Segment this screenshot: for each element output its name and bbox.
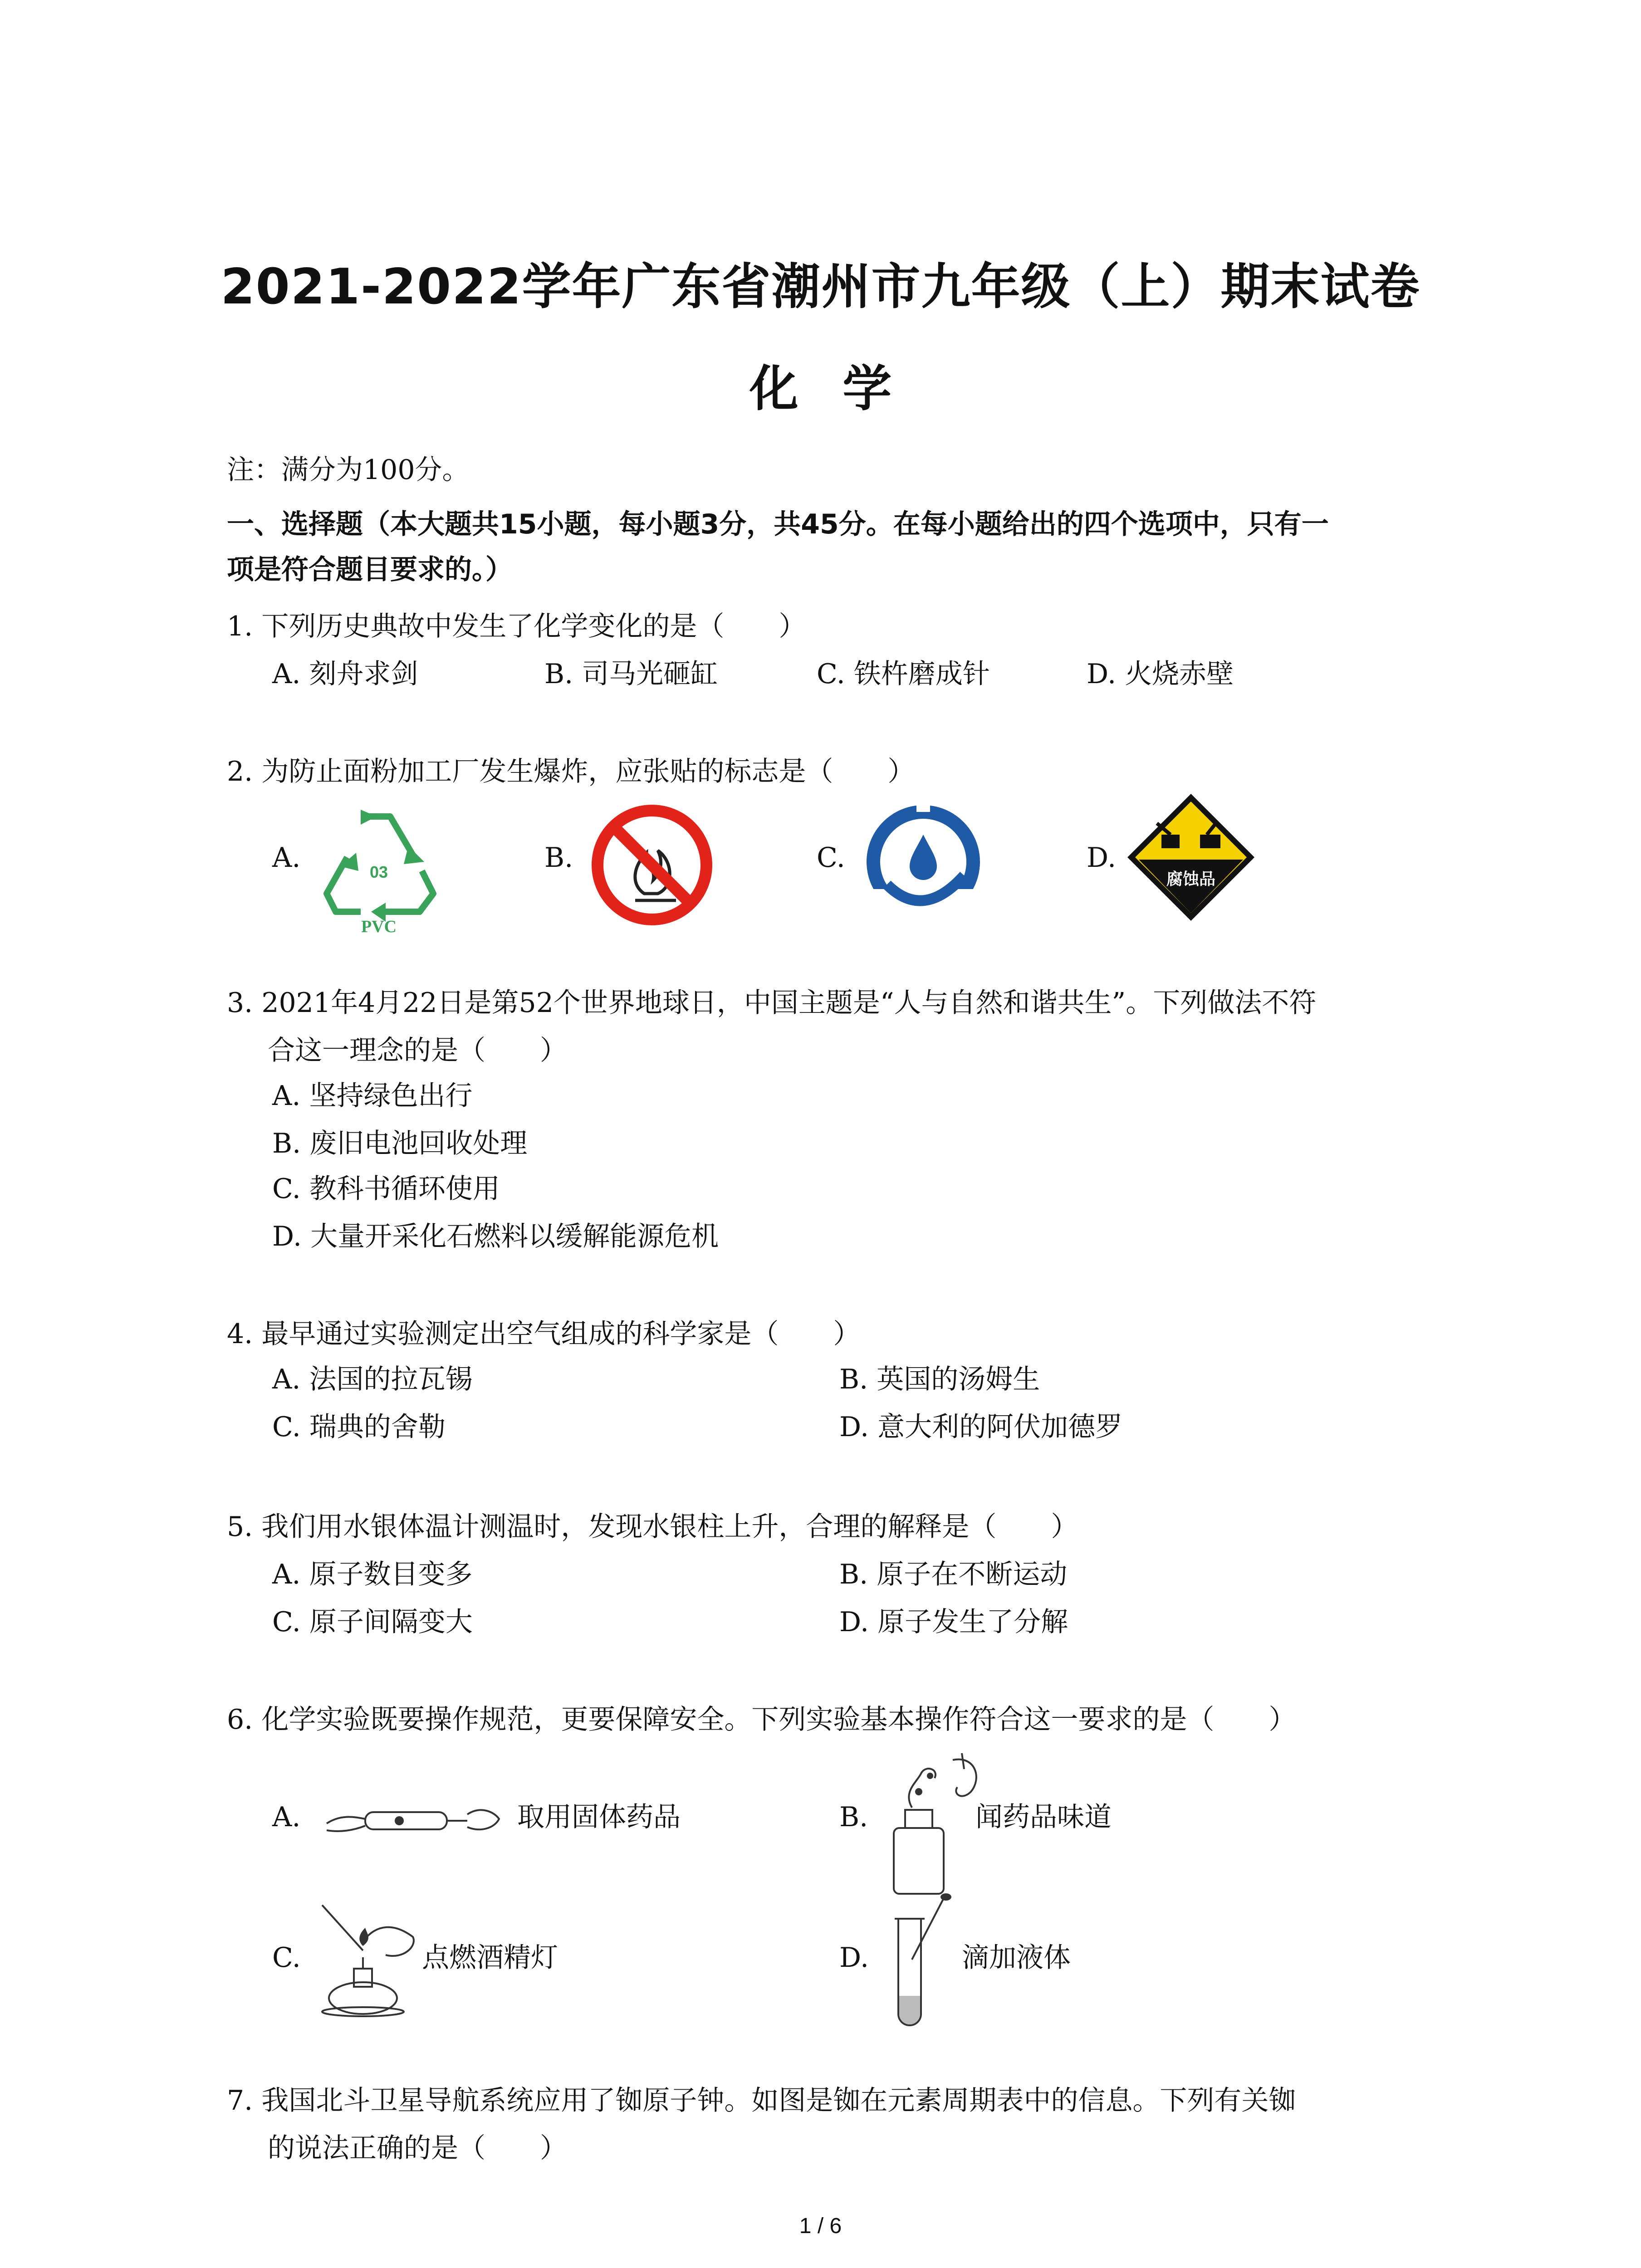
no-open-flame-icon xyxy=(590,803,715,928)
q4-option-d: D. 意大利的阿伏加德罗 xyxy=(839,1411,1123,1443)
q1-option-c: C. 铁杵磨成针 xyxy=(817,658,990,690)
q6-option-c-label: C. xyxy=(272,1942,301,1974)
recycle-code: 03 xyxy=(369,863,388,881)
q4-option-c: C. 瑞典的舍勒 xyxy=(272,1411,446,1443)
section-heading-line1: 一、选择题（本大题共15小题，每小题3分，共45分。在每小题给出的四个选项中，只有一 xyxy=(227,508,1329,540)
section-heading-line2: 项是符合题目要求的。） xyxy=(227,554,513,586)
q6-option-a-text: 取用固体药品 xyxy=(517,1801,681,1833)
q6-option-d-label: D. xyxy=(839,1942,869,1974)
q3-option-b: B. 废旧电池回收处理 xyxy=(272,1128,528,1159)
q5-option-a: A. 原子数目变多 xyxy=(272,1559,473,1590)
q2-option-d: D. xyxy=(1087,842,1117,874)
drip-liquid-illustration xyxy=(880,1892,962,2028)
q6-option-d-text: 滴加液体 xyxy=(962,1942,1071,1974)
light-alcohol-lamp-illustration xyxy=(313,1896,422,2019)
q3-option-d: D. 大量开采化石燃料以缓解能源危机 xyxy=(272,1221,719,1252)
q2-option-b: B. xyxy=(544,842,573,874)
q3-stem-line2: 合这一理念的是（ ） xyxy=(268,1035,567,1066)
q5-stem: 5. 我们用水银体温计测温时，发现水银柱上升，合理的解释是（ ） xyxy=(227,1511,1078,1543)
q6-option-b-label: B. xyxy=(839,1801,868,1833)
q6-option-b-text: 闻药品味道 xyxy=(975,1801,1112,1833)
page-title: 2021-2022学年广东省潮州市九年级（上）期末试卷 xyxy=(220,259,1421,315)
take-solid-drug-illustration xyxy=(322,1787,504,1846)
q5-option-b: B. 原子在不断运动 xyxy=(839,1559,1068,1590)
score-note: 注：满分为100分。 xyxy=(227,454,470,486)
q3-option-a: A. 坚持绿色出行 xyxy=(272,1080,473,1112)
q1-stem: 1. 下列历史典故中发生了化学变化的是（ ） xyxy=(227,611,806,642)
q4-option-b: B. 英国的汤姆生 xyxy=(839,1364,1040,1395)
q7-stem-line2: 的说法正确的是（ ） xyxy=(268,2132,567,2164)
q6-option-c-text: 点燃酒精灯 xyxy=(422,1942,558,1974)
q3-option-c: C. 教科书循环使用 xyxy=(272,1173,500,1205)
q2-option-c: C. xyxy=(817,842,845,874)
recycle-pvc-icon xyxy=(318,803,440,934)
q2-stem: 2. 为防止面粉加工厂发生爆炸，应张贴的标志是（ ） xyxy=(227,756,915,787)
q1-option-d: D. 火烧赤壁 xyxy=(1087,658,1234,690)
smell-drug-illustration xyxy=(885,1751,989,1896)
q7-stem-line1: 7. 我国北斗卫星导航系统应用了铷原子钟。如图是铷在元素周期表中的信息。下列有关铷 xyxy=(227,2085,1296,2116)
q3-stem-line1: 3. 2021年4月22日是第52个世界地球日，中国主题是“人与自然和谐共生”。下列做法不符 xyxy=(227,987,1317,1019)
q5-option-d: D. 原子发生了分解 xyxy=(839,1606,1068,1638)
q1-option-b: B. 司马光砸缸 xyxy=(544,658,718,690)
page-subtitle: 化 学 xyxy=(749,361,892,417)
recycle-label: PVC xyxy=(361,917,397,934)
page-number: 1 / 6 xyxy=(799,2214,842,2238)
corrosive-label: 腐蚀品 xyxy=(1166,870,1216,889)
q2-option-a: A. xyxy=(272,842,301,874)
q6-option-a-label: A. xyxy=(272,1801,301,1833)
q4-option-a: A. 法国的拉瓦锡 xyxy=(272,1364,473,1395)
water-drop-icon xyxy=(860,798,987,925)
q4-stem: 4. 最早通过实验测定出空气组成的科学家是（ ） xyxy=(227,1318,861,1350)
q5-option-c: C. 原子间隔变大 xyxy=(272,1606,473,1638)
q6-stem: 6. 化学实验既要操作规范，更要保障安全。下列实验基本操作符合这一要求的是（ ） xyxy=(227,1704,1296,1735)
corrosive-hazard-icon xyxy=(1125,792,1257,923)
q1-option-a: A. 刻舟求剑 xyxy=(272,658,418,690)
